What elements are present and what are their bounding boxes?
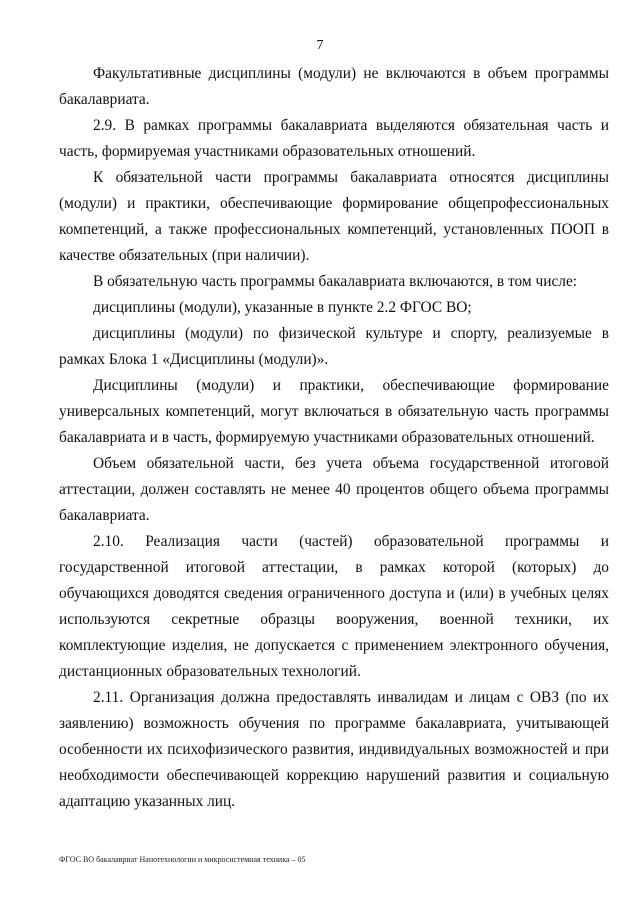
paragraph-2-9: 2.9. В рамках программы бакалавриата выделяются обязательная часть и часть, формируемая участниками образовательных отношений.	[59, 117, 609, 160]
paragraph-physical-culture: дисциплины (модули) по физической культуре и спорту, реализуемые в рамках Блока 1 «Дисциплины (модули)».	[59, 325, 609, 368]
paragraph-disciplines-2-2: дисциплины (модули), указанные в пункте 2.2 ФГОС ВО;	[93, 299, 472, 316]
document-body	[59, 61, 609, 815]
paragraph-optional-disciplines: Факультативные дисциплины (модули) не включаются в объем программы бакалавриата.	[59, 65, 609, 108]
paragraph-2-11: 2.11. Организация должна предоставлять инвалидам и лицам с ОВЗ (по их заявлению) возможность обучения по программе бакалавриата, учитывающей особенности их психофизического развития, индивидуальных возможностей и при необходимости обеспечивающей коррекцию нарушений развития и социальную адаптацию указанных лиц.	[59, 689, 609, 810]
page-footer: ФГОС ВО бакалавриат Нанотехнологии и микросистемная техника – 05	[59, 855, 306, 864]
paragraph-universal-competencies: Дисциплины (модули) и практики, обеспечивающие формирование универсальных компетенций, могут включаться в обязательную часть программы бакалавриата и в часть, формируемую участниками образовательных отношений.	[59, 377, 609, 446]
page-number: 7	[316, 38, 324, 53]
paragraph-mandatory-part: К обязательной части программы бакалавриата относятся дисциплины (модули) и практики, обеспечивающие формирование общепрофессиональных компетенций, а также профессиональных компетенций, установленных ПООП в качестве обязательных (при наличии).	[59, 169, 609, 264]
paragraph-2-10: 2.10. Реализация части (частей) образовательной программы и государственной итоговой аттестации, в рамках которой (которых) до обучающихся доводятся сведения ограниченного доступа и (или) в учебных целях используются секретные образцы вооружения, военной техники, их комплектующие изделия, не допускается с применением электронного обучения, дистанционных образовательных технологий.	[59, 533, 609, 680]
paragraph-mandatory-includes: В обязательную часть программы бакалавриата включаются, в том числе:	[93, 273, 578, 290]
paragraph-mandatory-volume: Объем обязательной части, без учета объема государственной итоговой аттестации, должен составлять не менее 40 процентов общего объема программы бакалавриата.	[59, 455, 609, 524]
